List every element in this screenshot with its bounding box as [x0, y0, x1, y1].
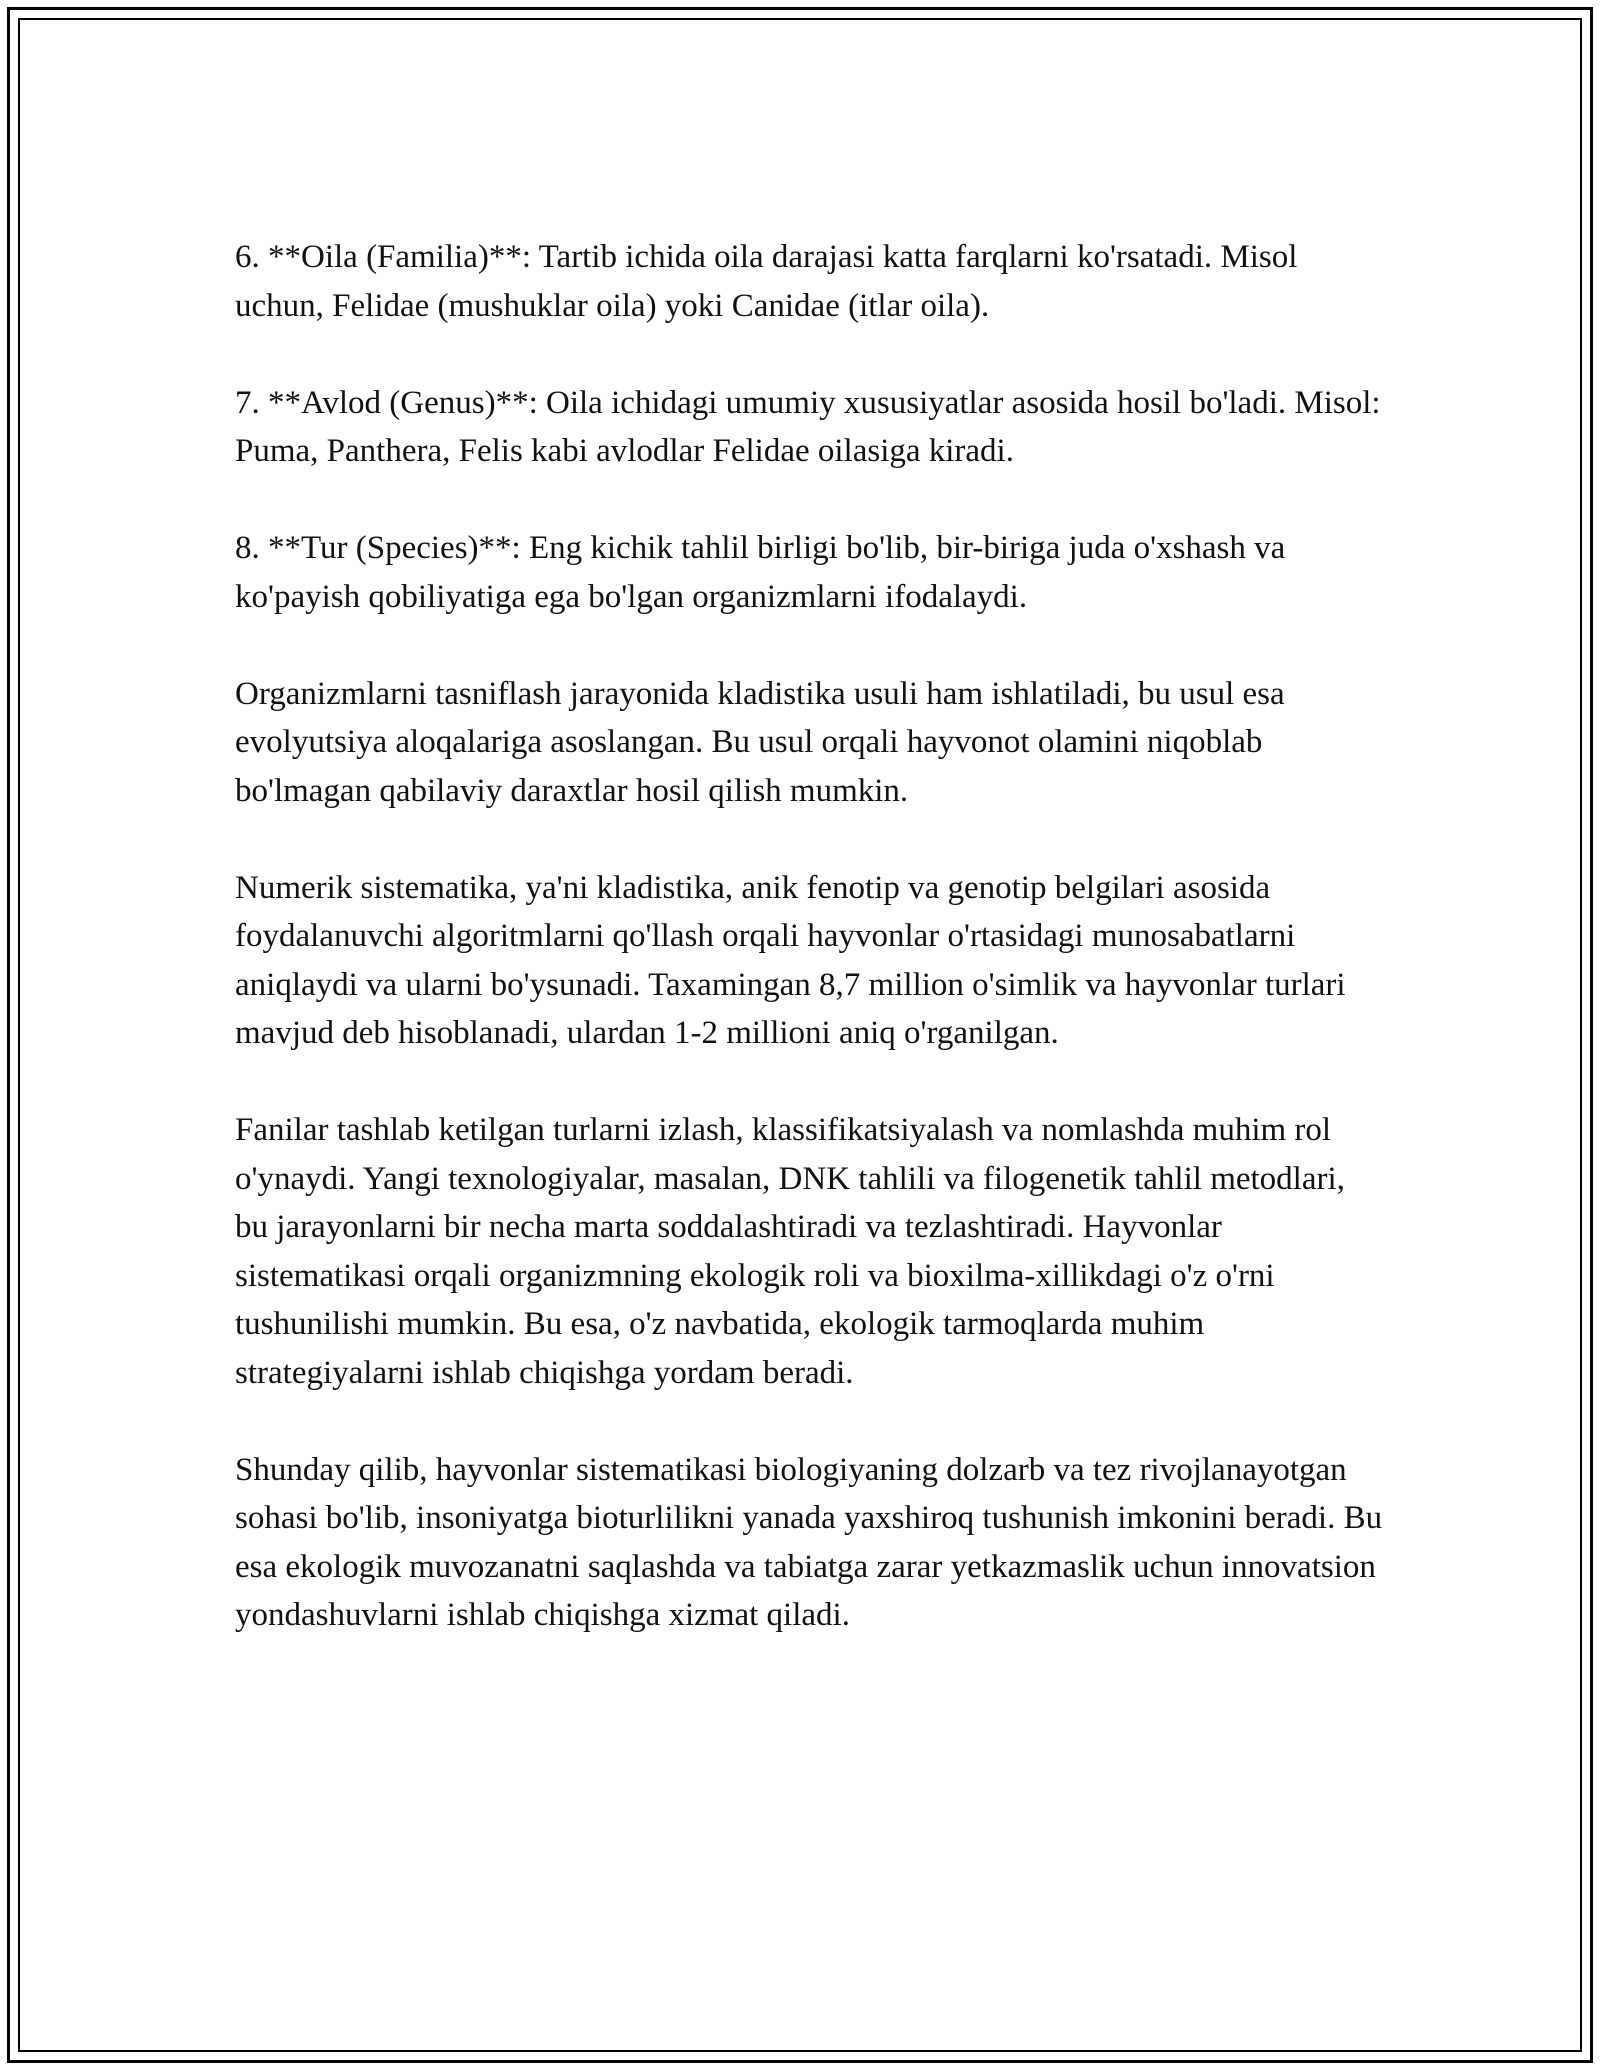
paragraph-familia: 6. **Oila (Familia)**: Tartib ichida oila darajasi katta farqlarni ko'rsatadi. Misol uchun, Felidae (mushuklar oila) yoki Canidae (itlar oila). — [235, 239, 1298, 324]
paragraph-cladistics: Organizmlarni tasniflash jarayonida kladistika usuli ham ishlatiladi, bu usul esa evolyutsiya aloqalariga asoslangan. Bu usul orqali hayvonot olamini niqoblab bo'lmagan qabilaviy daraxtlar hosil qilish mumkin. — [235, 675, 1285, 809]
paragraph-sciences-role: Fanilar tashlab ketilgan turlarni izlash, klassifikatsiyalash va nomlashda muhim rol o'ynaydi. Yangi texnologiyalar, masalan, DNK tahlili va filogenetik tahlil metodlari, bu jarayonlarni bir necha marta soddalashtiradi va tezlashtiradi. Hayvonlar sistematikasi orqali organizmning ekologik roli va bioxilma-xillikdagi o'z o'rni tushunilishi mumkin. Bu esa, o'z navbatida, ekologik tarmoqlarda muhim strategiyalarni ishlab chiqishga yordam beradi. — [235, 1112, 1345, 1391]
document-body — [235, 233, 1385, 1688]
paragraph-genus: 7. **Avlod (Genus)**: Oila ichidagi umumiy xususiyatlar asosida hosil bo'ladi. Misol: Puma, Panthera, Felis kabi avlodlar Felidae oilasiga kiradi. — [235, 384, 1381, 469]
paragraph-species: 8. **Tur (Species)**: Eng kichik tahlil birligi bo'lib, bir-biriga juda o'xshash va ko'payish qobiliyatiga ega bo'lgan organizmlarni ifodalaydi. — [235, 530, 1286, 615]
paragraph-conclusion: Shunday qilib, hayvonlar sistematikasi biologiyaning dolzarb va tez rivojlanayotgan sohasi bo'lib, insoniyatga bioturlilikni yanada yaxshiroq tushunish imkonini beradi. Bu esa ekologik muvozanatni saqlashda va tabiatga zarar yetkazmaslik uchun innovatsion yondashuvlarni ishlab chiqishga xizmat qiladi. — [235, 1451, 1383, 1633]
paragraph-numeric-systematics: Numerik sistematika, ya'ni kladistika, anik fenotip va genotip belgilari asosida foydalanuvchi algoritmlarni qo'llash orqali hayvonlar o'rtasidagi munosabatlarni aniqlaydi va ularni bo'ysunadi. Taxamingan 8,7 million o'simlik va hayvonlar turlari mavjud deb hisoblanadi, ulardan 1-2 millioni aniq o'rganilgan. — [235, 869, 1346, 1051]
